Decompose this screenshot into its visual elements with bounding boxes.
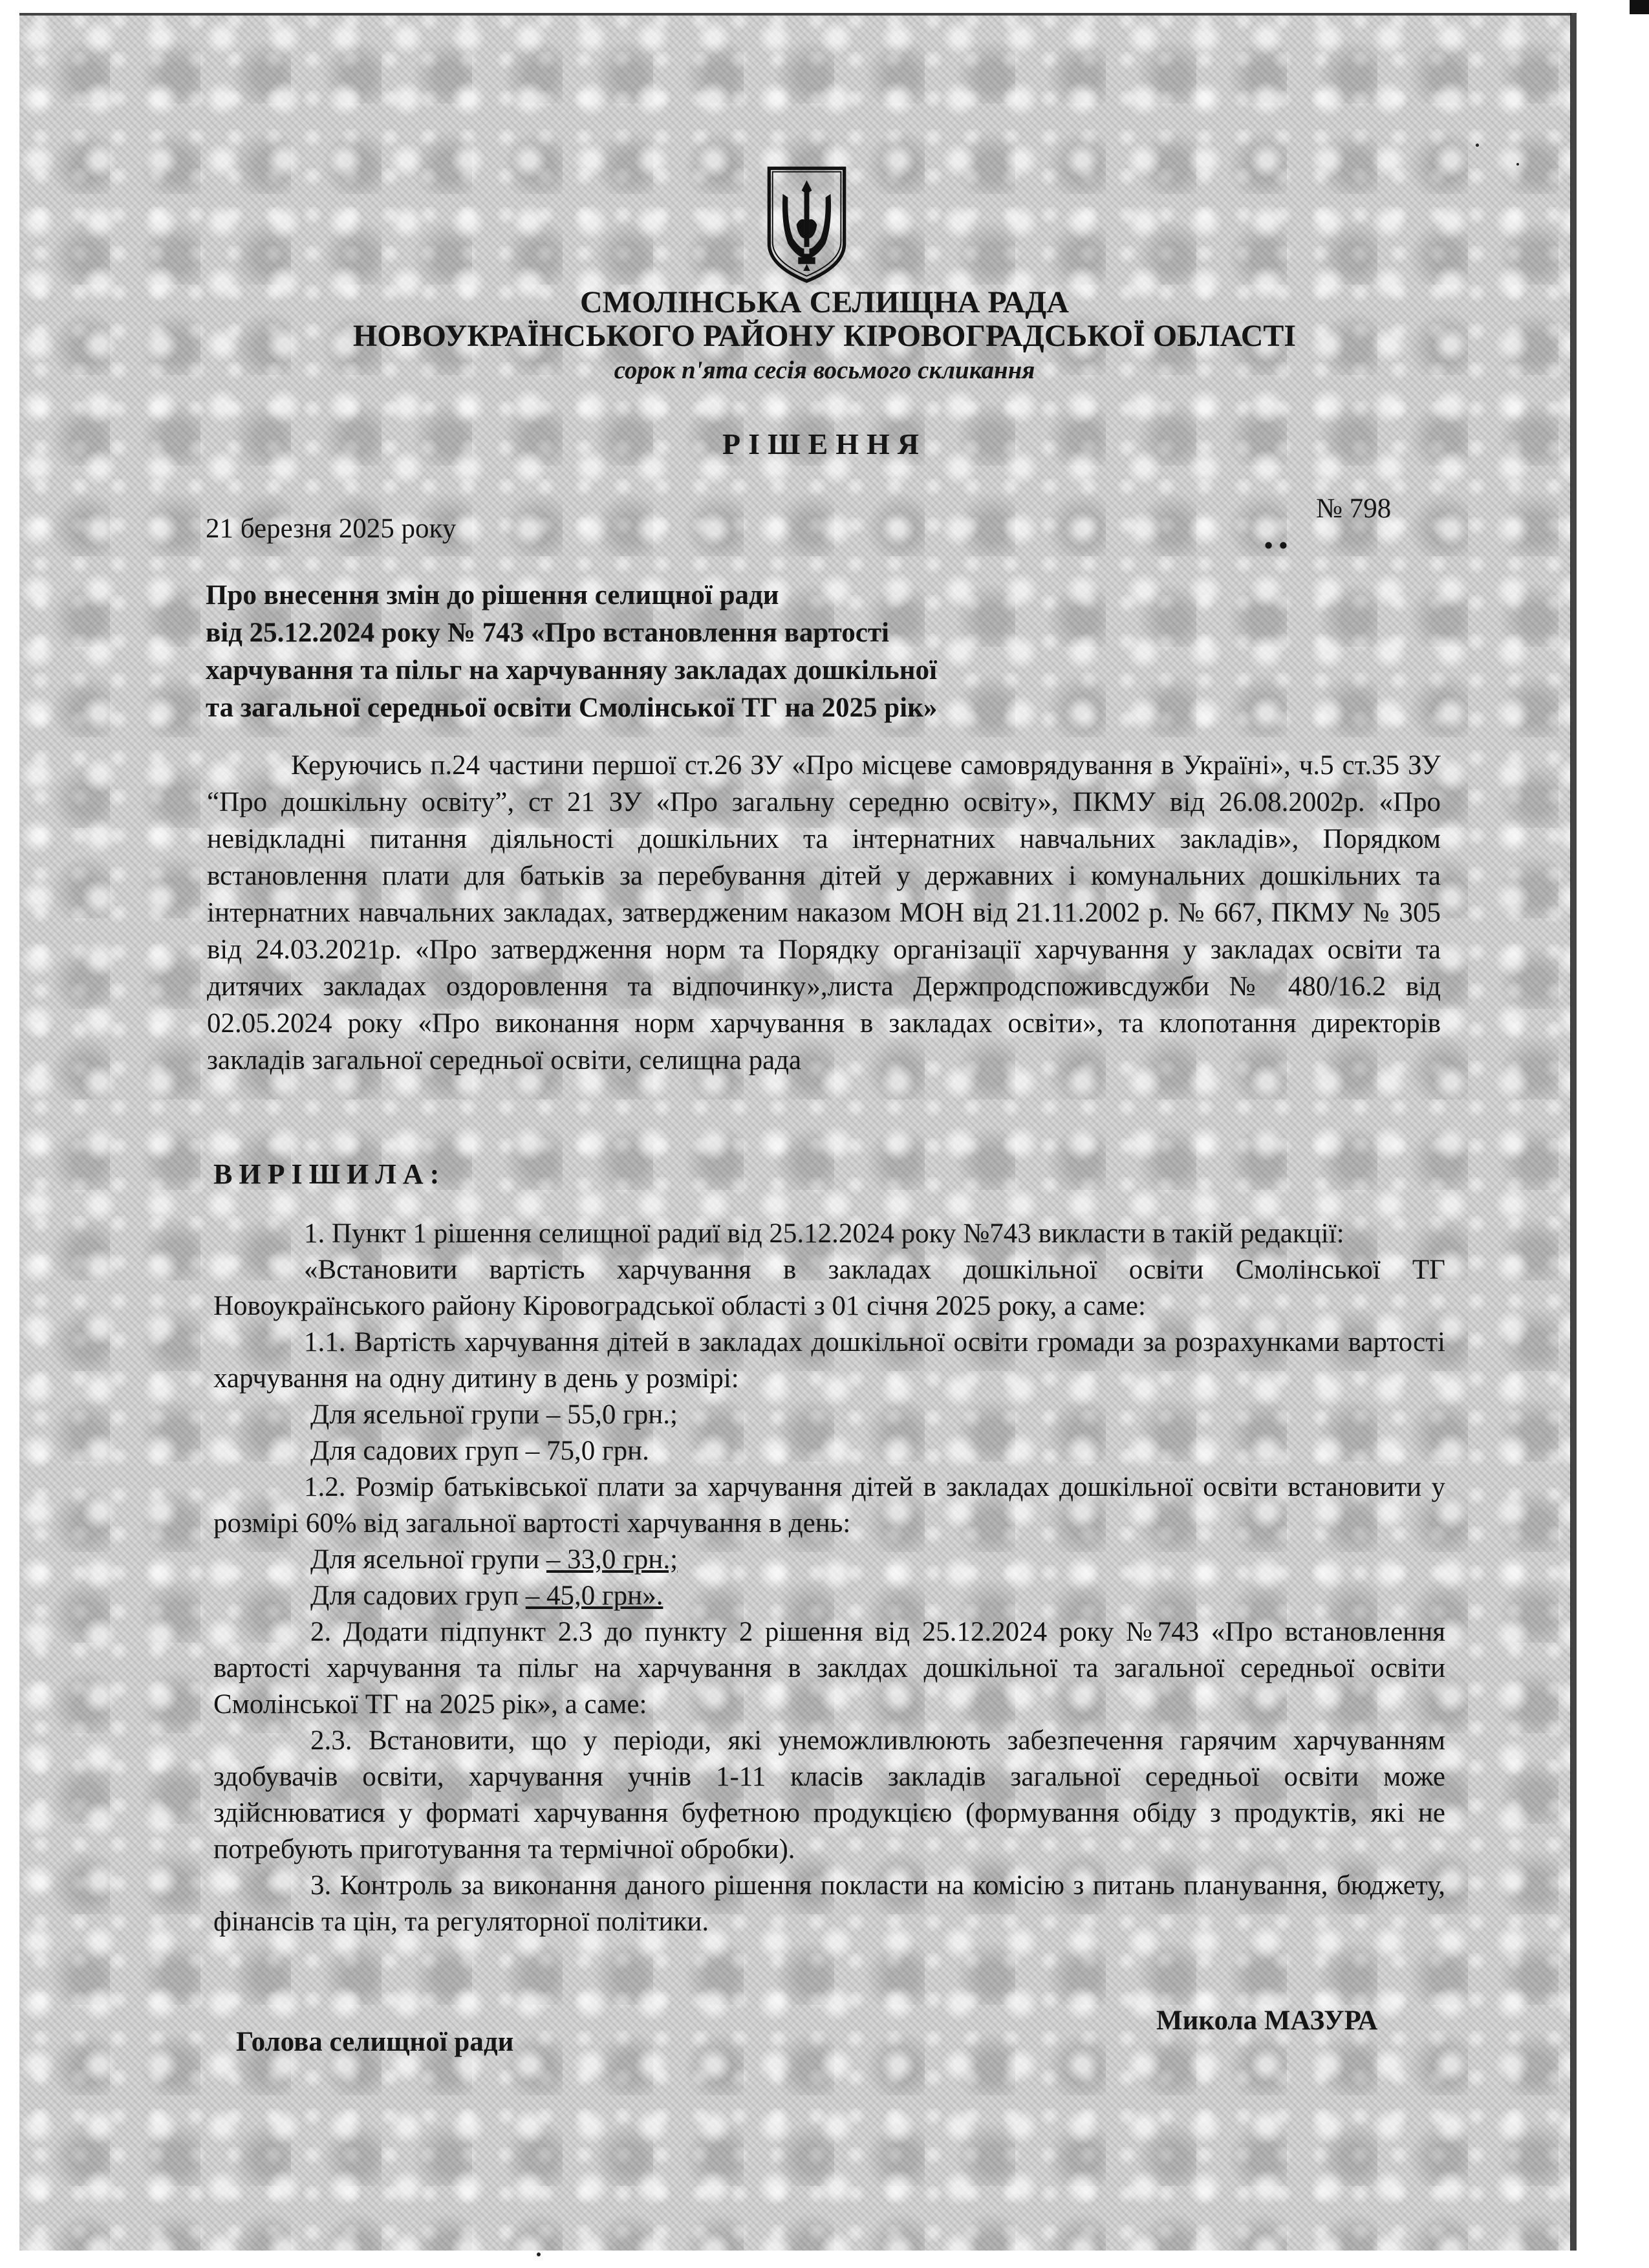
- scan-speck: [1516, 163, 1519, 166]
- decision-date: 21 березня 2025 року: [206, 513, 457, 544]
- scan-speck: [537, 2252, 541, 2256]
- item-1-2: 1.2. Розмір батьківської плати за харчування дітей в закладах дошкільної освіти встановити у розмірі 60% від загальної вартості харчування в день:: [213, 1472, 1445, 1539]
- session-line: сорок п'ята сесія восьмого скликання: [614, 356, 1035, 384]
- item-2-3: 2.3. Встановити, що у періоди, які унеможливлюють забезпечення гарячим харчуванням здобувачів освіти, харчування учнів 1-11 класів закладів загальної середньої освіти може здійснюватися у форматі харчування буфетною продукцією (формування обіду з продуктів, які не потребують приготування та термічної обробки).: [213, 1725, 1445, 1864]
- decision-number: № 798: [1316, 493, 1392, 524]
- scan-speck: [1476, 144, 1479, 147]
- item-1-1: 1.1. Вартість харчування дітей в закладах дошкільної освіти громади за розрахунками вартості харчування на одну дитину в день у розмірі:: [213, 1327, 1445, 1394]
- signatory-position: Голова селищної ради: [236, 2027, 514, 2057]
- council-name: СМОЛІНСЬКА СЕЛИЩНА РАДА: [580, 285, 1069, 319]
- decision-body: [213, 1216, 1445, 1940]
- kindergarten-cost-line: Для садових груп – 75,0 грн.: [310, 1436, 649, 1466]
- kindergarten-fee-line: [213, 1578, 1445, 1614]
- trident-coat-of-arms-icon: [763, 165, 850, 285]
- ink-dots: • •: [1264, 532, 1288, 559]
- subject-line: від 25.12.2024 року № 743 «Про встановлення вартості: [206, 618, 889, 648]
- preamble-paragraph: Керуючись п.24 частини першої ст.26 ЗУ «Про місцеве самоврядування в Україні», ч.5 ст.35 ЗУ “Про дошкільну освіту”, ст 21 ЗУ «Про загальну середню освіту», ПКМУ від 26.08.2002р. «Про невідкладні питання діяльності дошкільних та інтернатних навчальних закладів», Порядком встановлення плати для батьків за перебування дітей у державних і комунальних дошкільних та інтернатних навчальних закладах, затвердженим наказом МОН від 21.11.2002 р. № 667, ПКМУ № 305 від 24.03.2021р. «Про затвердження норм та Порядку організації харчування у закладах освіти та дитячих закладах оздоровлення та відпочинку»,листа Держпродспоживсдужби № 480/16.2 від 02.05.2024 року «Про виконання норм харчування в закладах освіти», та клопотання директорів закладів загальної середньої освіти, селищна рада: [207, 750, 1441, 1075]
- subject-line: та загальної середньої освіти Смолінської ТГ на 2025 рік»: [206, 693, 938, 723]
- document-type-heading: РІШЕННЯ: [722, 427, 927, 460]
- nursery-fee-line: [213, 1542, 1445, 1578]
- resolved-heading: ВИРІШИЛА:: [213, 1158, 446, 1190]
- signatory-name: Микола МАЗУРА: [1156, 2005, 1378, 2036]
- subject-line: Про внесення змін до рішення селищної ради: [206, 580, 779, 610]
- nursery-fee-value: – 33,0 грн.;: [546, 1544, 678, 1575]
- item-3: 3. Контроль за виконання даного рішення покласти на комісію з питань планування, бюджету, фінансів та цін, та регуляторної політики.: [213, 1870, 1445, 1937]
- item-2: 2. Додати підпункт 2.3 до пункту 2 рішення від 25.12.2024 року №743 «Про встановлення вартості харчування та пільг на харчування в заклдах дошкільної та загальної середньої освіти Смолінської ТГ на 2025 рік», а саме:: [213, 1617, 1445, 1720]
- district-name: НОВОУКРАЇНСЬКОГО РАЙОНУ КІРОВОГРАДСЬКОЇ ОБЛАСТІ: [352, 319, 1297, 353]
- kindergarten-fee-label: Для садових груп: [310, 1581, 526, 1611]
- item-1: 1. Пункт 1 рішення селищної радиї від 25.12.2024 року №743 викласти в такій редакції:: [304, 1218, 1344, 1249]
- subject-line: харчування та пільг на харчуванняу закладах дошкільної: [206, 655, 937, 686]
- nursery-cost-line: Для ясельної групи – 55,0 грн.;: [310, 1399, 678, 1430]
- kindergarten-fee-value: – 45,0 грн».: [525, 1581, 663, 1611]
- decision-subject: [206, 577, 1111, 727]
- nursery-fee-label: Для ясельної групи: [310, 1544, 546, 1575]
- item-1-quote: «Встановити вартість харчування в закладах дошкільної освіти Смолінської ТГ Новоукраїнського району Кіровоградської області з 01 січня 2025 року, а саме:: [213, 1255, 1445, 1321]
